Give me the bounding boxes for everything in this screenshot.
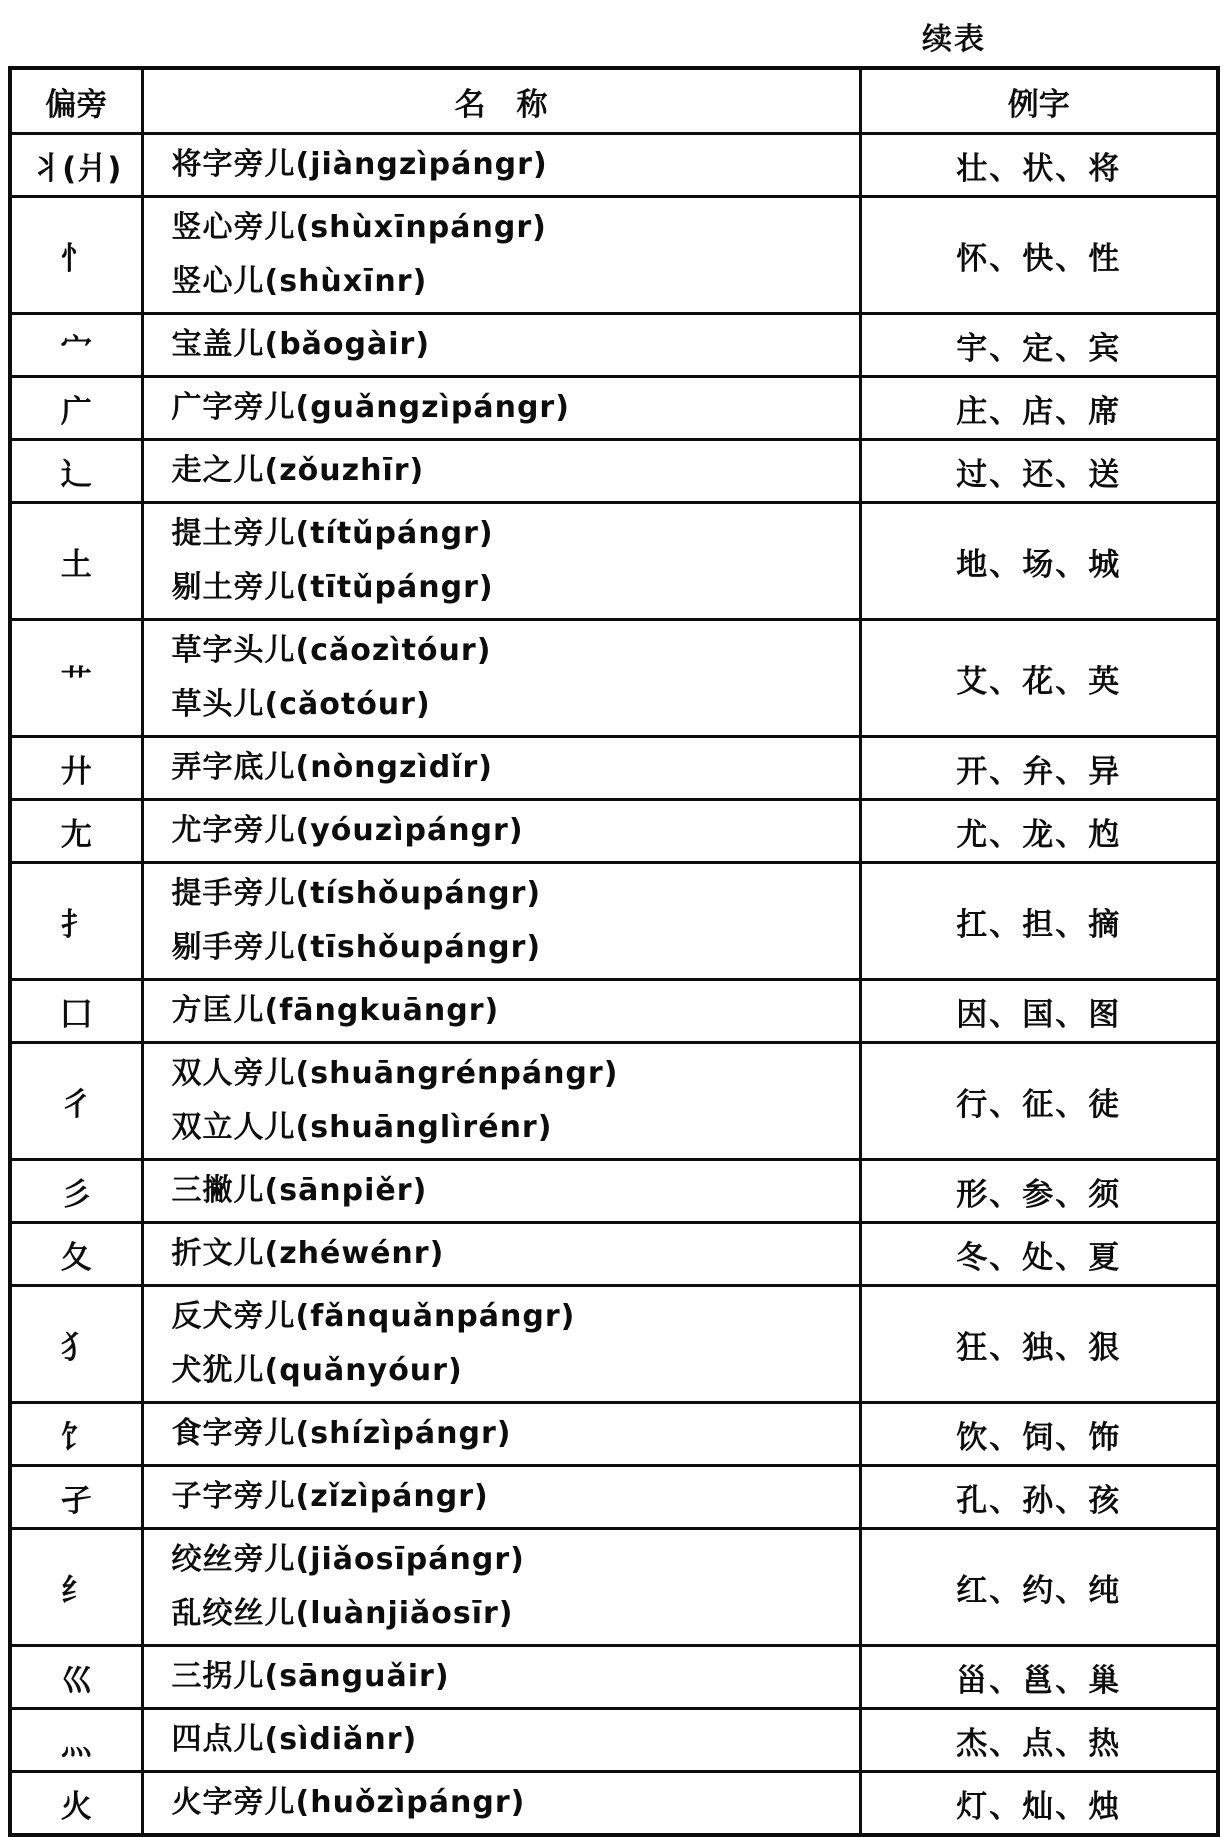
example-characters: 狂、独、狠 [860, 1286, 1218, 1403]
example-characters: 地、场、城 [860, 503, 1218, 620]
radical-glyph: 孑 [10, 1466, 142, 1529]
example-characters: 冬、处、夏 [860, 1223, 1218, 1286]
radical-glyph: 纟 [10, 1529, 142, 1646]
table-row [10, 800, 1218, 863]
example-characters: 庄、店、席 [860, 377, 1218, 440]
radical-glyph: 彡 [10, 1160, 142, 1223]
radical-glyph: 火 [10, 1772, 142, 1836]
radical-name-cell [142, 1160, 860, 1223]
table-header-row [10, 68, 1218, 134]
radical-name-text: 折文儿(zhéwénr) [171, 1236, 445, 1271]
example-characters: 扛、担、摘 [860, 863, 1218, 980]
table-row [10, 1772, 1218, 1836]
table-row [10, 863, 1218, 980]
radical-glyph: 艹 [10, 620, 142, 737]
header-radical: 偏旁 [10, 68, 142, 134]
radical-name-text: 提土旁儿(títǔpángr) [171, 516, 494, 551]
table-row [10, 1529, 1218, 1646]
example-characters: 饮、饲、饰 [860, 1403, 1218, 1466]
example-characters: 形、参、须 [860, 1160, 1218, 1223]
radical-name-cell [142, 1223, 860, 1286]
radical-name-cell [142, 980, 860, 1043]
radical-glyph: 土 [10, 503, 142, 620]
table-row [10, 197, 1218, 314]
example-characters: 尤、龙、尥 [860, 800, 1218, 863]
table-row [10, 737, 1218, 800]
radical-name-cell [142, 197, 860, 314]
table-row [10, 1286, 1218, 1403]
table-header [10, 68, 1218, 134]
radical-name-cell [142, 863, 860, 980]
example-characters: 灯、灿、烛 [860, 1772, 1218, 1836]
radical-table [8, 66, 1220, 1837]
example-characters: 红、约、纯 [860, 1529, 1218, 1646]
radical-name-cell [142, 1772, 860, 1836]
radical-name-cell [142, 440, 860, 503]
radical-glyph: 廾 [10, 737, 142, 800]
radical-name-text: 宝盖儿(bǎogàir) [171, 327, 431, 362]
radical-name-text: 草头儿(cǎotóur) [171, 687, 431, 722]
radical-glyph: 辶 [10, 440, 142, 503]
radical-name-cell [142, 503, 860, 620]
radical-name-text: 将字旁儿(jiàngzìpángr) [171, 147, 548, 182]
radical-name-text: 走之儿(zǒuzhīr) [171, 453, 425, 488]
radical-name-text: 反犬旁儿(fǎnquǎnpángr) [171, 1299, 576, 1334]
radical-name-text: 竖心儿(shùxīnr) [171, 264, 428, 299]
table-row [10, 620, 1218, 737]
radical-glyph: 广 [10, 377, 142, 440]
radical-glyph: 宀 [10, 314, 142, 377]
radical-name-text: 广字旁儿(guǎngzìpángr) [171, 390, 570, 425]
radical-name-cell [142, 314, 860, 377]
table-body [10, 134, 1218, 1836]
radical-name-text: 弄字底儿(nòngzìdǐr) [171, 750, 494, 785]
radical-name-text: 尤字旁儿(yóuzìpángr) [171, 813, 524, 848]
radical-name-cell [142, 1646, 860, 1709]
radical-name-text: 食字旁儿(shízìpángr) [171, 1416, 512, 1451]
radical-name-text: 方匡儿(fāngkuāngr) [171, 993, 500, 1028]
radical-name-cell [142, 134, 860, 197]
radical-name-text: 火字旁儿(huǒzìpángr) [171, 1785, 526, 1820]
radical-name-text: 双人旁儿(shuāngrénpángr) [171, 1056, 619, 1091]
radical-glyph: 巛 [10, 1646, 142, 1709]
table-row [10, 377, 1218, 440]
radical-name-cell [142, 620, 860, 737]
radical-glyph: 尢 [10, 800, 142, 863]
radical-name-text: 竖心旁儿(shùxīnpángr) [171, 210, 547, 245]
radical-glyph: 彳 [10, 1043, 142, 1160]
table-row [10, 503, 1218, 620]
table-row [10, 1160, 1218, 1223]
table-row [10, 1223, 1218, 1286]
table-row [10, 440, 1218, 503]
radical-name-cell [142, 737, 860, 800]
radical-glyph: 灬 [10, 1709, 142, 1772]
radical-glyph: 忄 [10, 197, 142, 314]
table-row [10, 1646, 1218, 1709]
radical-name-cell [142, 1709, 860, 1772]
header-name: 名 称 [142, 68, 860, 134]
example-characters: 壮、状、将 [860, 134, 1218, 197]
table-row [10, 1043, 1218, 1160]
table-row [10, 314, 1218, 377]
header-examples: 例字 [860, 68, 1218, 134]
radical-name-text: 三撇儿(sānpiěr) [171, 1173, 428, 1208]
radical-name-text: 犬犹儿(quǎnyóur) [171, 1353, 463, 1388]
example-characters: 艾、花、英 [860, 620, 1218, 737]
radical-name-cell [142, 1286, 860, 1403]
radical-name-cell [142, 800, 860, 863]
radical-name-cell [142, 1403, 860, 1466]
radical-glyph: 犭 [10, 1286, 142, 1403]
radical-name-text: 子字旁儿(zǐzìpángr) [171, 1479, 489, 1514]
example-characters: 杰、点、热 [860, 1709, 1218, 1772]
radical-name-text: 双立人儿(shuānglìrénr) [171, 1110, 553, 1145]
radical-name-cell [142, 377, 860, 440]
radical-name-text: 草字头儿(cǎozìtóur) [171, 633, 492, 668]
continued-table-label: 续表 [922, 22, 986, 57]
table-row [10, 1466, 1218, 1529]
radical-name-text: 乱绞丝儿(luànjiǎosīr) [171, 1596, 514, 1631]
example-characters: 宇、定、宾 [860, 314, 1218, 377]
radical-glyph: 囗 [10, 980, 142, 1043]
radical-name-cell [142, 1529, 860, 1646]
radical-name-text: 提手旁儿(tíshǒupángr) [171, 876, 542, 911]
radical-name-text: 剔手旁儿(tīshǒupángr) [171, 930, 542, 965]
example-characters: 开、弁、异 [860, 737, 1218, 800]
example-characters: 过、还、送 [860, 440, 1218, 503]
radical-glyph: 丬(爿) [10, 134, 142, 197]
table-row [10, 1709, 1218, 1772]
example-characters: 怀、快、性 [860, 197, 1218, 314]
table-row [10, 1403, 1218, 1466]
example-characters: 行、征、徒 [860, 1043, 1218, 1160]
radical-name-text: 四点儿(sìdiǎnr) [171, 1722, 418, 1757]
radical-glyph: 扌 [10, 863, 142, 980]
example-characters: 因、国、图 [860, 980, 1218, 1043]
radical-glyph: 饣 [10, 1403, 142, 1466]
radical-name-text: 剔土旁儿(tītǔpángr) [171, 570, 494, 605]
radical-name-text: 绞丝旁儿(jiǎosīpángr) [171, 1542, 525, 1577]
table-row [10, 134, 1218, 197]
radical-glyph: 夂 [10, 1223, 142, 1286]
example-characters: 甾、邕、巢 [860, 1646, 1218, 1709]
radical-name-text: 三拐儿(sānguǎir) [171, 1659, 450, 1694]
radical-name-cell [142, 1043, 860, 1160]
radical-name-cell [142, 1466, 860, 1529]
example-characters: 孔、孙、孩 [860, 1466, 1218, 1529]
table-row [10, 980, 1218, 1043]
